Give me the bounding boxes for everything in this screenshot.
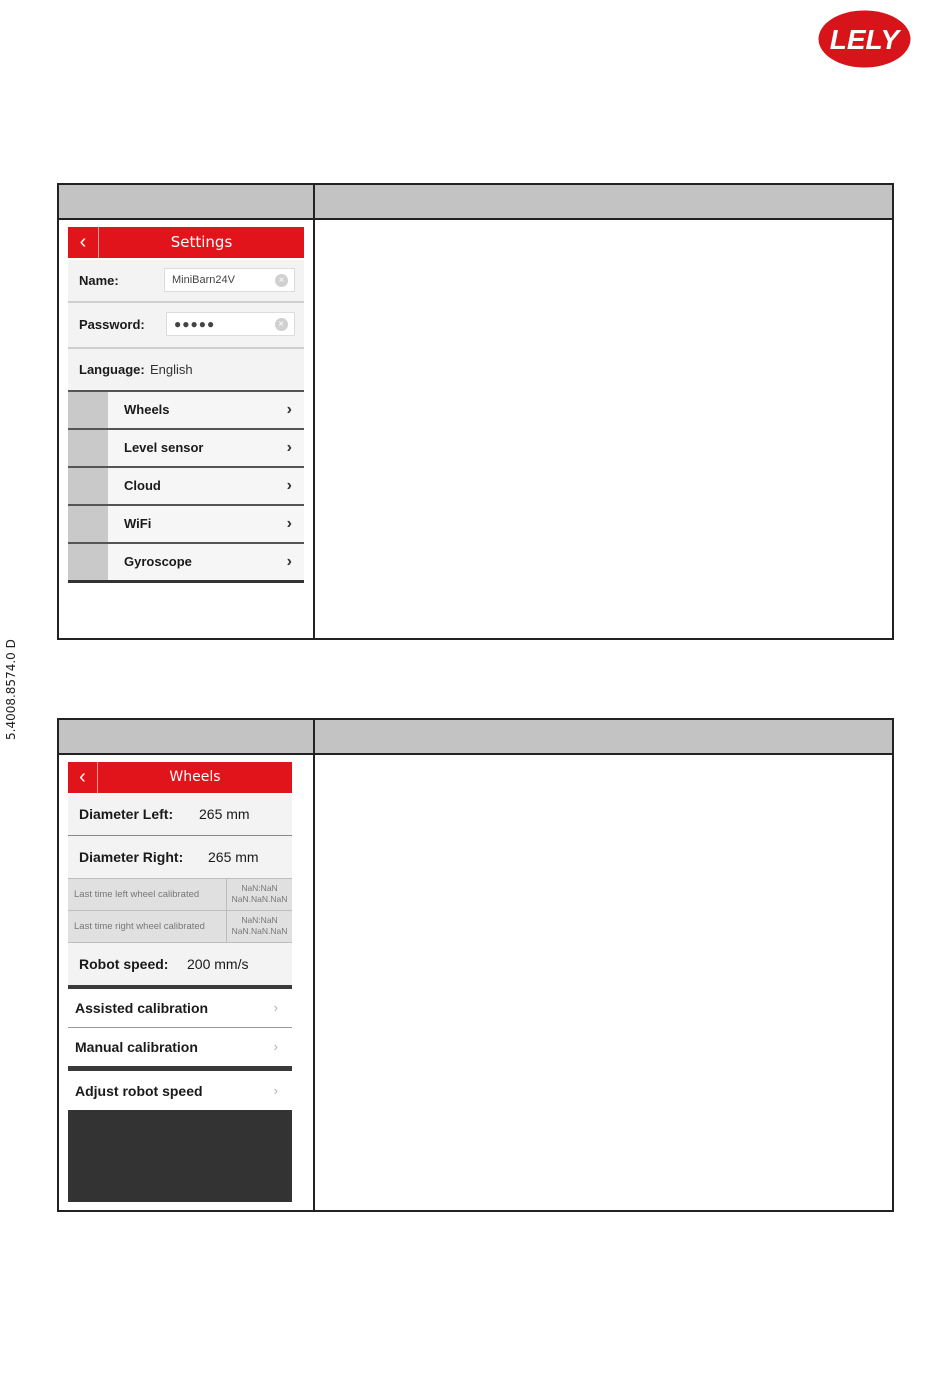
diameter-right-label: Diameter Right: <box>79 849 184 865</box>
password-value: ●●●●● <box>174 317 216 331</box>
chevron-right-icon: › <box>273 1083 278 1098</box>
chevron-right-icon: › <box>286 439 292 456</box>
menu-item-label: Wheels <box>124 402 170 417</box>
wifi-icon <box>68 506 108 542</box>
description-cell <box>315 755 892 1210</box>
language-label: Language: <box>79 362 145 377</box>
table-header-row <box>59 720 892 755</box>
diameter-right-row <box>68 836 292 878</box>
chevron-right-icon: › <box>273 1000 278 1015</box>
chevron-right-icon: › <box>286 515 292 532</box>
chevron-left-icon[interactable]: ‹ <box>68 227 99 258</box>
menu-item-label: WiFi <box>124 516 152 531</box>
robot-speed-row <box>68 943 292 986</box>
last-left-calibrated-label: Last time left wheel calibrated <box>74 889 200 900</box>
last-left-calibrated-row <box>68 878 292 910</box>
menu-item-label: Cloud <box>124 478 161 493</box>
menu-item-cloud[interactable] <box>68 468 304 506</box>
last-right-calibrated-label: Last time right wheel calibrated <box>74 921 205 932</box>
name-input[interactable] <box>164 268 295 292</box>
name-field-row <box>68 260 304 303</box>
wheels-title: Wheels <box>169 769 221 785</box>
menu-item-level-sensor[interactable] <box>68 430 304 468</box>
robot-speed-value: 200 mm/s <box>187 956 249 972</box>
manual-calibration-label: Manual calibration <box>75 1039 198 1055</box>
assisted-calibration-link[interactable] <box>68 989 292 1028</box>
diameter-right-value: 265 mm <box>208 849 259 865</box>
level-sensor-icon <box>68 430 108 466</box>
password-label: Password: <box>79 317 145 332</box>
description-cell <box>315 220 892 638</box>
menu-item-wifi[interactable] <box>68 506 304 544</box>
wheels-title-bar <box>68 762 292 793</box>
settings-menu <box>68 392 304 583</box>
last-right-time: NaN:NaN <box>241 915 278 925</box>
language-row[interactable] <box>68 349 304 392</box>
menu-item-gyroscope[interactable] <box>68 544 304 583</box>
password-field-row <box>68 303 304 349</box>
menu-item-label: Gyroscope <box>124 554 192 569</box>
wheels-table <box>57 718 894 1212</box>
settings-screen <box>68 227 304 585</box>
last-left-date: NaN.NaN.NaN <box>231 894 288 904</box>
chevron-right-icon: › <box>286 401 292 418</box>
chevron-right-icon: › <box>286 553 292 570</box>
cloud-icon <box>68 468 108 504</box>
settings-title: Settings <box>170 233 233 251</box>
settings-table <box>57 183 894 640</box>
diameter-left-value: 265 mm <box>199 806 250 822</box>
chevron-left-icon[interactable]: ‹ <box>68 762 98 793</box>
wheels-screen <box>68 762 292 1204</box>
menu-item-wheels[interactable] <box>68 392 304 430</box>
document-number: 5.4008.8574.0 D <box>4 639 18 740</box>
last-right-calibrated-value <box>226 911 292 942</box>
lely-logo <box>818 10 911 68</box>
last-left-calibrated-value <box>226 879 292 910</box>
settings-title-bar <box>68 227 304 258</box>
robot-speed-label: Robot speed: <box>79 956 169 972</box>
name-value: MiniBarn24V <box>172 274 235 286</box>
clear-icon[interactable]: × <box>275 274 288 287</box>
chevron-right-icon: › <box>273 1039 278 1054</box>
diameter-left-row <box>68 795 292 836</box>
chevron-right-icon: › <box>286 477 292 494</box>
menu-item-label: Level sensor <box>124 440 204 455</box>
name-label: Name: <box>79 273 119 288</box>
password-input[interactable] <box>166 312 295 336</box>
adjust-robot-speed-label: Adjust robot speed <box>75 1083 203 1099</box>
manual-calibration-link[interactable] <box>68 1028 292 1066</box>
clear-icon[interactable]: × <box>275 318 288 331</box>
last-right-calibrated-row <box>68 910 292 943</box>
empty-dark-area <box>68 1110 292 1202</box>
wheels-icon <box>68 392 108 428</box>
last-left-time: NaN:NaN <box>241 883 278 893</box>
assisted-calibration-label: Assisted calibration <box>75 1000 209 1016</box>
lely-logo-text: LELY <box>829 24 900 55</box>
adjust-robot-speed-link[interactable] <box>68 1071 292 1110</box>
language-value: English <box>150 362 193 377</box>
gyroscope-icon <box>68 544 108 580</box>
last-right-date: NaN.NaN.NaN <box>231 926 288 936</box>
table-header-row <box>59 185 892 220</box>
diameter-left-label: Diameter Left: <box>79 806 174 822</box>
